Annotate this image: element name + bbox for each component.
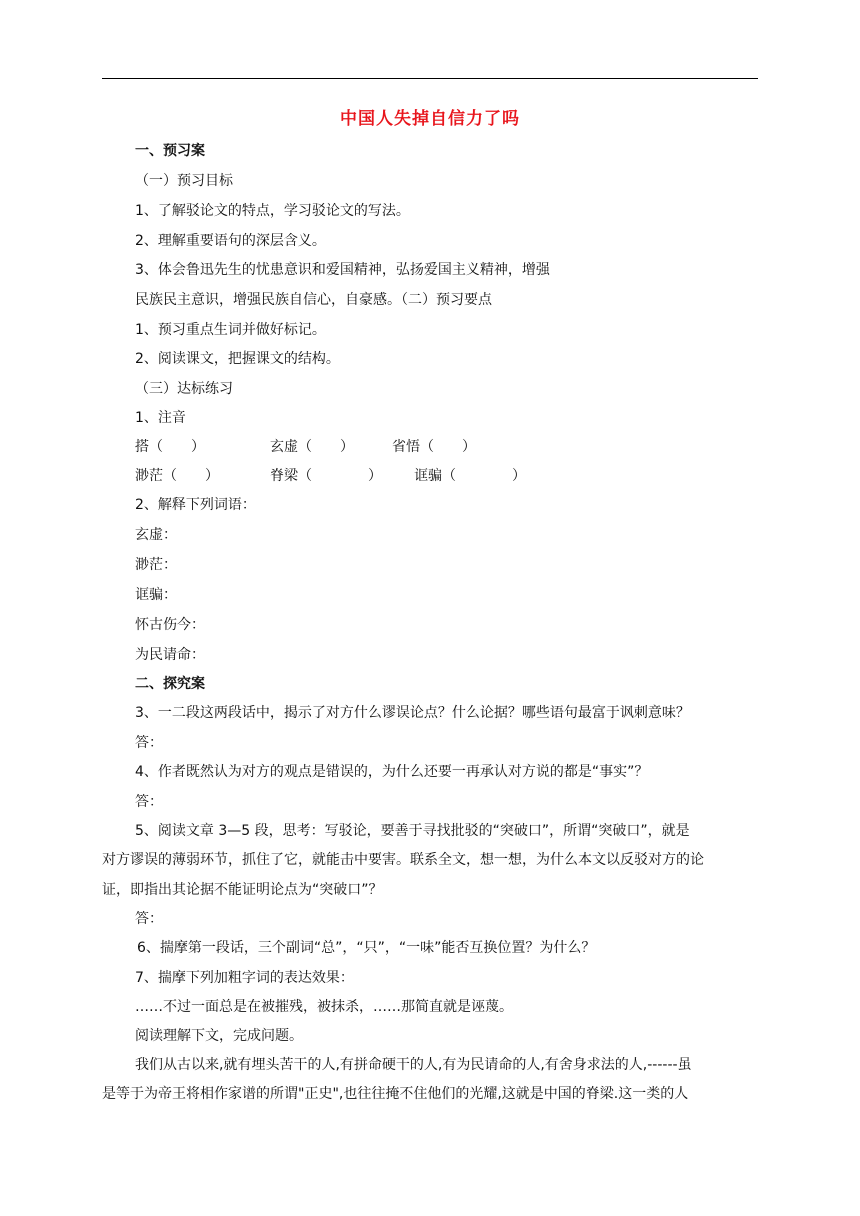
subheading-goals: （一）预习目标	[135, 173, 233, 189]
question: 7、揣摩下列加粗字词的表达效果：	[135, 970, 354, 986]
pinyin-blank: 玄虚（ ）	[270, 439, 354, 455]
header-rule	[102, 78, 758, 79]
pinyin-blank: 脊梁（ ）	[270, 468, 382, 484]
pinyin-blank: 渺茫（ ）	[135, 468, 219, 484]
point-item: 2、阅读课文，把握课文的结构。	[135, 351, 340, 367]
question: 4、作者既然认为对方的观点是错误的，为什么还要一再承认对方说的都是“事实”？	[135, 764, 649, 780]
subheading-exercises: （三）达标练习	[135, 381, 233, 397]
term-item: 玄虚：	[135, 527, 177, 543]
question: 5、阅读文章 3—5 段，思考：写驳论，要善于寻找批驳的“突破口”，所谓“突破口”，就是	[135, 823, 690, 839]
passage-line: 我们从古以来,就有埋头苦干的人,有拼命硬干的人,有为民请命的人,有舍身求法的人,------虽	[135, 1057, 692, 1073]
answer-label: 答：	[135, 794, 163, 810]
term-item: 怀古伤今：	[135, 617, 205, 633]
goal-item: 2、理解重要语句的深层含义。	[135, 233, 326, 249]
pinyin-blank: 诓骗（ ）	[414, 468, 526, 484]
section-heading-explore: 二、探究案	[135, 676, 205, 692]
term-item: 渺茫：	[135, 557, 177, 573]
passage-line: 是等于为帝王将相作家谱的所谓"正史",也往往掩不住他们的光耀,这就是中国的脊梁.这一类的人	[102, 1086, 689, 1102]
goal-item: 3、体会鲁迅先生的忧患意识和爱国精神，弘扬爱国主义精神，增强	[135, 262, 550, 278]
pinyin-blank: 搭（ ）	[135, 439, 205, 455]
point-item: 1、预习重点生词并做好标记。	[135, 322, 326, 338]
pinyin-blank: 省悟（ ）	[392, 439, 476, 455]
term-item: 为民请命：	[135, 647, 205, 663]
goal-item-continued: 民族民主意识，增强民族自信心，自豪感。（二）预习要点	[135, 292, 492, 308]
question: 6、揣摩第一段话，三个副词“总”，“只”，“一味”能否互换位置？为什么？	[137, 940, 596, 956]
exercise-terms-label: 2、解释下列词语：	[135, 497, 256, 513]
exercise-pinyin-label: 1、注音	[135, 410, 186, 426]
quote: ……不过一面总是在被摧残，被抹杀，……那简直就是诬蔑。	[135, 999, 513, 1015]
goal-item: 1、了解驳论文的特点，学习驳论文的写法。	[135, 203, 410, 219]
question: 3、一二段这两段话中，揭示了对方什么谬误论点？什么论据？哪些语句最富于讽刺意味？	[135, 705, 690, 721]
answer-label: 答：	[135, 735, 163, 751]
document-title: 中国人失掉自信力了吗	[340, 109, 520, 129]
question-continued: 对方谬误的薄弱环节，抓住了它，就能击中要害。联系全文，想一想，为什么本文以反驳对方的论	[102, 852, 704, 868]
question-continued: 证，即指出其论据不能证明论点为“突破口”？	[102, 882, 383, 898]
section-heading-preview: 一、预习案	[135, 143, 205, 159]
reading-intro: 阅读理解下文，完成问题。	[135, 1028, 303, 1044]
term-item: 诓骗：	[135, 587, 177, 603]
answer-label: 答：	[135, 911, 163, 927]
